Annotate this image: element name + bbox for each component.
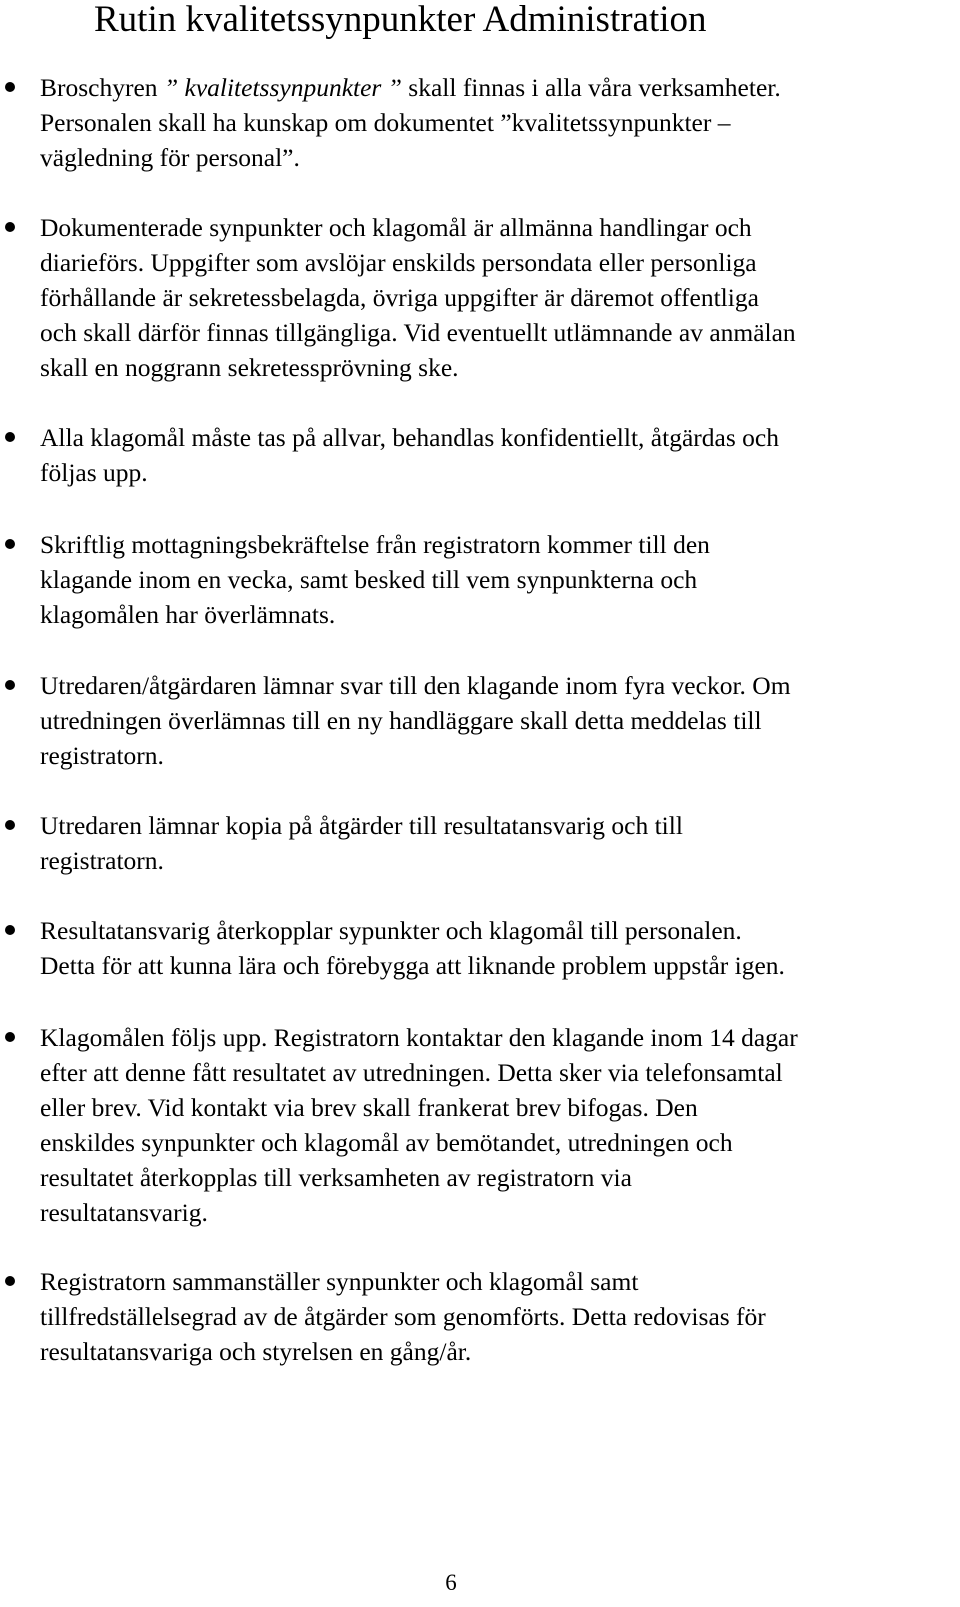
text-segment: Utredaren lämnar kopia på åtgärder till resultatansvarig och till — [40, 811, 683, 840]
text-segment: Alla klagomål måste tas på allvar, behandlas konfidentiellt, åtgärdas och — [40, 423, 779, 452]
text-segment: skall finnas i alla våra verksamheter. — [401, 73, 781, 102]
list-item-text — [40, 1020, 950, 1230]
text-segment: vägledning för personal”. — [40, 143, 300, 172]
bullet-icon — [5, 82, 15, 92]
text-segment: skall en noggrann sekretessprövning ske. — [40, 353, 459, 382]
bullet-icon — [5, 432, 15, 442]
text-line — [40, 1020, 950, 1055]
text-line — [40, 562, 950, 597]
text-segment: resultatansvariga och styrelsen en gång/år. — [40, 1337, 472, 1366]
text-line — [40, 245, 950, 280]
text-line — [40, 808, 950, 843]
text-line — [40, 105, 950, 140]
text-segment: registratorn. — [40, 741, 164, 770]
text-line — [40, 455, 950, 490]
text-segment: Detta för att kunna lära och förebygga att liknande problem uppstår igen. — [40, 951, 785, 980]
text-segment: Klagomålen följs upp. Registratorn kontaktar den klagande inom 14 dagar — [40, 1023, 798, 1052]
text-line — [40, 1055, 950, 1090]
text-line — [40, 668, 950, 703]
list-item-text — [40, 808, 950, 878]
list-item-text — [40, 210, 950, 385]
text-segment: Registratorn sammanställer synpunkter och klagomål samt — [40, 1267, 639, 1296]
text-line — [40, 1299, 950, 1334]
text-segment: följas upp. — [40, 458, 148, 487]
text-line — [40, 420, 950, 455]
text-line — [40, 1195, 950, 1230]
text-line — [40, 703, 950, 738]
bullet-icon — [5, 222, 15, 232]
list-item-text — [40, 70, 950, 175]
list-item-text — [40, 1264, 950, 1369]
list-item-text — [40, 527, 950, 632]
text-line — [40, 140, 950, 175]
page-title: Rutin kvalitetssynpunkter Administration — [94, 0, 707, 40]
text-segment: klagande inom en vecka, samt besked till vem synpunkterna och — [40, 565, 698, 594]
text-segment: Utredaren/åtgärdaren lämnar svar till den klagande inom fyra veckor. Om — [40, 671, 791, 700]
text-line — [40, 1090, 950, 1125]
text-line — [40, 70, 950, 105]
text-segment: efter att denne fått resultatet av utredningen. Detta sker via telefonsamtal — [40, 1058, 783, 1087]
text-line — [40, 210, 950, 245]
text-line — [40, 1160, 950, 1195]
bullet-icon — [5, 820, 15, 830]
text-segment: resultatet återkopplas till verksamheten av registratorn via — [40, 1163, 632, 1192]
italic-text-segment: ” kvalitetssynpunkter ” — [163, 73, 402, 102]
page-number: 6 — [445, 1570, 457, 1595]
bullet-icon — [5, 680, 15, 690]
text-segment: förhållande är sekretessbelagda, övriga uppgifter är däremot offentliga — [40, 283, 759, 312]
list-item-text — [40, 420, 950, 490]
text-line — [40, 350, 950, 385]
text-line — [40, 913, 950, 948]
text-segment: tillfredställelsegrad av de åtgärder som genomförts. Detta redovisas för — [40, 1302, 766, 1331]
text-line — [40, 527, 950, 562]
text-line — [40, 1125, 950, 1160]
bullet-icon — [5, 1032, 15, 1042]
text-segment: Broschyren — [40, 73, 164, 102]
text-segment: enskildes synpunkter och klagomål av bemötandet, utredningen och — [40, 1128, 733, 1157]
text-segment: Dokumenterade synpunkter och klagomål är allmänna handlingar och — [40, 213, 752, 242]
text-segment: diarieförs. Uppgifter som avslöjar enskilds persondata eller personliga — [40, 248, 757, 277]
text-segment: Skriftlig mottagningsbekräftelse från registratorn kommer till den — [40, 530, 710, 559]
text-segment: Resultatansvarig återkopplar sypunkter och klagomål till personalen. — [40, 916, 742, 945]
text-segment: Personalen skall ha kunskap om dokumentet ”kvalitetssynpunkter – — [40, 108, 731, 137]
text-line — [40, 597, 950, 632]
bullet-icon — [5, 1276, 15, 1286]
text-segment: eller brev. Vid kontakt via brev skall frankerat brev bifogas. Den — [40, 1093, 698, 1122]
text-line — [40, 843, 950, 878]
text-line — [40, 738, 950, 773]
bullet-icon — [5, 539, 15, 549]
text-segment: klagomålen har överlämnats. — [40, 600, 336, 629]
text-line — [40, 315, 950, 350]
list-item-text — [40, 913, 950, 983]
text-line — [40, 948, 950, 983]
text-segment: och skall därför finnas tillgängliga. Vid eventuellt utlämnande av anmälan — [40, 318, 796, 347]
text-segment: utredningen överlämnas till en ny handläggare skall detta meddelas till — [40, 706, 762, 735]
text-line — [40, 1264, 950, 1299]
text-line — [40, 280, 950, 315]
text-segment: resultatansvarig. — [40, 1198, 208, 1227]
text-segment: registratorn. — [40, 846, 164, 875]
bullet-icon — [5, 925, 15, 935]
text-line — [40, 1334, 950, 1369]
list-item-text — [40, 668, 950, 773]
